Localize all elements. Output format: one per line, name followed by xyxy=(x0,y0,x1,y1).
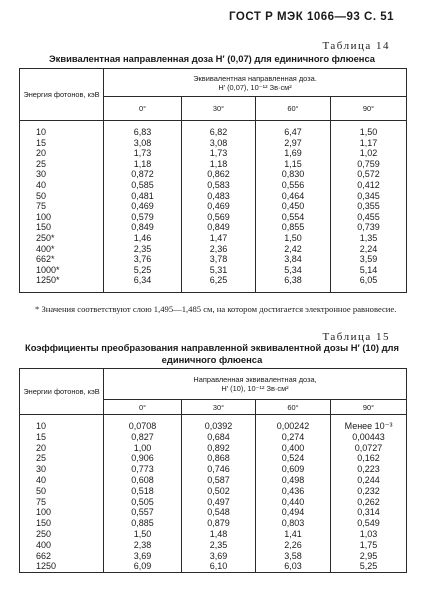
value-cell: 0,0708 xyxy=(104,421,182,432)
table14-energy-header: Энергия фотонов, кэВ xyxy=(20,69,104,121)
value-cell: 0,518 xyxy=(104,486,182,497)
value-cell: 0,524 xyxy=(256,453,331,464)
value-cell: 5,14 xyxy=(331,265,407,276)
table-row xyxy=(20,233,407,244)
spacer-cell xyxy=(182,286,256,293)
value-cell: 0,868 xyxy=(182,453,256,464)
value-cell: 2,35 xyxy=(182,540,256,551)
value-cell: 6,25 xyxy=(182,275,256,286)
value-cell: 3,59 xyxy=(331,254,407,265)
table15-angle-header: 30° xyxy=(182,400,256,415)
value-cell: 0,0727 xyxy=(331,443,407,454)
table15-angle-header: 60° xyxy=(256,400,331,415)
energy-cell: 20 xyxy=(20,443,104,454)
energy-cell: 400* xyxy=(20,244,104,255)
table15-group-header xyxy=(104,369,407,400)
value-cell: 0,579 xyxy=(104,212,182,223)
value-cell: 2,97 xyxy=(256,138,331,149)
value-cell: 2,95 xyxy=(331,551,407,562)
energy-cell: 25 xyxy=(20,453,104,464)
value-cell: 0,830 xyxy=(256,169,331,180)
table-row xyxy=(20,475,407,486)
value-cell: 3,69 xyxy=(182,551,256,562)
value-cell: 2,24 xyxy=(331,244,407,255)
table15-group-header-line2: H′ (10), 10⁻¹² Зв·см² xyxy=(221,384,289,393)
value-cell: 1,02 xyxy=(331,148,407,159)
value-cell: 0,849 xyxy=(104,222,182,233)
value-cell: 3,69 xyxy=(104,551,182,562)
value-cell: 1,46 xyxy=(104,233,182,244)
energy-cell: 25 xyxy=(20,159,104,170)
table-row xyxy=(20,432,407,443)
value-cell: 0,855 xyxy=(256,222,331,233)
table-row xyxy=(20,244,407,255)
value-cell: 0,554 xyxy=(256,212,331,223)
value-cell: 0,436 xyxy=(256,486,331,497)
value-cell: 0,549 xyxy=(331,518,407,529)
value-cell: 0,746 xyxy=(182,464,256,475)
value-cell: Менее 10⁻³ xyxy=(331,421,407,432)
value-cell: 1,41 xyxy=(256,529,331,540)
page-header: ГОСТ Р МЭК 1066—93 С. 51 xyxy=(229,11,394,23)
table14-group-header xyxy=(104,69,407,97)
value-cell: 0,400 xyxy=(256,443,331,454)
table-row xyxy=(20,169,407,180)
table-row xyxy=(20,212,407,223)
table15-group-header-line1: Направленная эквивалентная доза, xyxy=(193,375,317,384)
value-cell: 0,314 xyxy=(331,507,407,518)
value-cell: 0,885 xyxy=(104,518,182,529)
value-cell: 0,827 xyxy=(104,432,182,443)
table14-title: Эквивалентная направленная доза H′ (0,07) для единичного флюенса xyxy=(48,53,376,64)
value-cell: 1,69 xyxy=(256,148,331,159)
value-cell: 0,569 xyxy=(182,212,256,223)
value-cell: 6,34 xyxy=(104,275,182,286)
value-cell: 0,355 xyxy=(331,201,407,212)
value-cell: 0,483 xyxy=(182,191,256,202)
energy-cell: 50 xyxy=(20,191,104,202)
spacer-cell xyxy=(104,286,182,293)
value-cell: 6,38 xyxy=(256,275,331,286)
value-cell: 3,08 xyxy=(182,138,256,149)
value-cell: 1,50 xyxy=(104,529,182,540)
value-cell: 0,587 xyxy=(182,475,256,486)
value-cell: 0,879 xyxy=(182,518,256,529)
table-row xyxy=(20,443,407,454)
energy-cell: 150 xyxy=(20,222,104,233)
value-cell: 2,26 xyxy=(256,540,331,551)
table14-group-header-line2: H′ (0,07), 10⁻¹² Зв·см² xyxy=(218,82,292,92)
value-cell: 0,773 xyxy=(104,464,182,475)
value-cell: 1,18 xyxy=(182,159,256,170)
value-cell: 1,35 xyxy=(331,233,407,244)
table14-angle-header: 90° xyxy=(331,97,407,121)
table-row xyxy=(20,486,407,497)
table14-footnote: * Значения соответствуют слою 1,495—1,485 см, на котором достигается электронное равновесие. xyxy=(35,304,397,314)
table-row xyxy=(20,529,407,540)
value-cell: 0,585 xyxy=(104,180,182,191)
energy-cell: 250 xyxy=(20,529,104,540)
value-cell: 0,557 xyxy=(104,507,182,518)
energy-cell: 15 xyxy=(20,432,104,443)
value-cell: 0,739 xyxy=(331,222,407,233)
value-cell: 0,684 xyxy=(182,432,256,443)
value-cell: 0,583 xyxy=(182,180,256,191)
table-row xyxy=(20,222,407,233)
value-cell: 0,244 xyxy=(331,475,407,486)
value-cell: 0,803 xyxy=(256,518,331,529)
value-cell: 0,274 xyxy=(256,432,331,443)
value-cell: 3,76 xyxy=(104,254,182,265)
value-cell: 1,03 xyxy=(331,529,407,540)
value-cell: 0,892 xyxy=(182,443,256,454)
value-cell: 0,481 xyxy=(104,191,182,202)
value-cell: 6,09 xyxy=(104,561,182,572)
value-cell: 1,47 xyxy=(182,233,256,244)
energy-cell: 15 xyxy=(20,138,104,149)
table14 xyxy=(19,68,407,293)
table15-number: Таблица 15 xyxy=(322,331,390,343)
value-cell: 3,78 xyxy=(182,254,256,265)
energy-cell: 50 xyxy=(20,486,104,497)
energy-cell: 662* xyxy=(20,254,104,265)
value-cell: 0,494 xyxy=(256,507,331,518)
value-cell: 2,36 xyxy=(182,244,256,255)
value-cell: 1,18 xyxy=(104,159,182,170)
energy-cell: 100 xyxy=(20,212,104,223)
value-cell: 0,262 xyxy=(331,497,407,508)
table-row xyxy=(20,201,407,212)
spacer-cell xyxy=(256,286,331,293)
table15 xyxy=(19,368,407,573)
energy-cell: 30 xyxy=(20,169,104,180)
table14-group-header-line1: Эквивалентная направленная доза. xyxy=(193,73,317,83)
table-row xyxy=(20,148,407,159)
table14-number: Таблица 14 xyxy=(322,40,390,52)
value-cell: 2,38 xyxy=(104,540,182,551)
energy-cell: 10 xyxy=(20,421,104,432)
value-cell: 6,83 xyxy=(104,127,182,138)
table-row xyxy=(20,180,407,191)
value-cell: 1,50 xyxy=(256,233,331,244)
value-cell: 1,73 xyxy=(104,148,182,159)
value-cell: 0,00443 xyxy=(331,432,407,443)
value-cell: 3,08 xyxy=(104,138,182,149)
value-cell: 1,00 xyxy=(104,443,182,454)
value-cell: 0,572 xyxy=(331,169,407,180)
value-cell: 6,05 xyxy=(331,275,407,286)
energy-cell: 10 xyxy=(20,127,104,138)
table15-body xyxy=(20,415,407,573)
energy-cell: 662 xyxy=(20,551,104,562)
table14-body xyxy=(20,121,407,293)
table-row xyxy=(20,518,407,529)
value-cell: 0,223 xyxy=(331,464,407,475)
value-cell: 6,82 xyxy=(182,127,256,138)
value-cell: 0,609 xyxy=(256,464,331,475)
value-cell: 0,608 xyxy=(104,475,182,486)
value-cell: 5,25 xyxy=(331,561,407,572)
value-cell: 0,464 xyxy=(256,191,331,202)
value-cell: 0,162 xyxy=(331,453,407,464)
energy-cell: 250* xyxy=(20,233,104,244)
table-row xyxy=(20,453,407,464)
table15-angle-header: 90° xyxy=(331,400,407,415)
table-row xyxy=(20,127,407,138)
table-row xyxy=(20,497,407,508)
value-cell: 1,75 xyxy=(331,540,407,551)
value-cell: 0,906 xyxy=(104,453,182,464)
value-cell: 0,469 xyxy=(104,201,182,212)
value-cell: 0,505 xyxy=(104,497,182,508)
value-cell: 1,15 xyxy=(256,159,331,170)
value-cell: 2,42 xyxy=(256,244,331,255)
value-cell: 5,31 xyxy=(182,265,256,276)
value-cell: 0,556 xyxy=(256,180,331,191)
value-cell: 0,498 xyxy=(256,475,331,486)
spacer-cell xyxy=(331,286,407,293)
value-cell: 0,497 xyxy=(182,497,256,508)
energy-cell: 1000* xyxy=(20,265,104,276)
table-row xyxy=(20,275,407,286)
value-cell: 0,345 xyxy=(331,191,407,202)
energy-cell: 20 xyxy=(20,148,104,159)
value-cell: 1,17 xyxy=(331,138,407,149)
value-cell: 0,759 xyxy=(331,159,407,170)
value-cell: 0,412 xyxy=(331,180,407,191)
value-cell: 1,73 xyxy=(182,148,256,159)
value-cell: 3,58 xyxy=(256,551,331,562)
value-cell: 0,502 xyxy=(182,486,256,497)
table15-energy-header: Энергии фотонов, кэВ xyxy=(20,369,104,415)
table-row xyxy=(20,138,407,149)
energy-cell: 75 xyxy=(20,497,104,508)
table-row xyxy=(20,191,407,202)
table-row xyxy=(20,551,407,562)
value-cell: 0,862 xyxy=(182,169,256,180)
table-row xyxy=(20,507,407,518)
table-row xyxy=(20,265,407,276)
table-row xyxy=(20,159,407,170)
table-row xyxy=(20,464,407,475)
value-cell: 0,469 xyxy=(182,201,256,212)
energy-cell: 1250* xyxy=(20,275,104,286)
table-row xyxy=(20,254,407,265)
value-cell: 0,232 xyxy=(331,486,407,497)
value-cell: 0,450 xyxy=(256,201,331,212)
value-cell: 6,47 xyxy=(256,127,331,138)
energy-cell: 30 xyxy=(20,464,104,475)
value-cell: 5,25 xyxy=(104,265,182,276)
table14-angle-header: 0° xyxy=(104,97,182,121)
table-row xyxy=(20,421,407,432)
value-cell: 1,48 xyxy=(182,529,256,540)
energy-cell: 400 xyxy=(20,540,104,551)
value-cell: 0,00242 xyxy=(256,421,331,432)
table15-title-line1: Коэффициенты преобразования направленной эквивалентной дозы H′ (10) для xyxy=(25,342,399,353)
value-cell: 0,455 xyxy=(331,212,407,223)
energy-cell: 1250 xyxy=(20,561,104,572)
table-row xyxy=(20,561,407,572)
energy-cell: 100 xyxy=(20,507,104,518)
value-cell: 0,872 xyxy=(104,169,182,180)
value-cell: 5,34 xyxy=(256,265,331,276)
table14-angle-header: 30° xyxy=(182,97,256,121)
spacer-row xyxy=(20,286,407,293)
value-cell: 3,84 xyxy=(256,254,331,265)
table15-title-line2: единичного флюенса xyxy=(161,354,263,365)
energy-cell: 150 xyxy=(20,518,104,529)
value-cell: 0,548 xyxy=(182,507,256,518)
value-cell: 0,849 xyxy=(182,222,256,233)
value-cell: 6,03 xyxy=(256,561,331,572)
value-cell: 2,35 xyxy=(104,244,182,255)
table15-angle-header: 0° xyxy=(104,400,182,415)
value-cell: 6,10 xyxy=(182,561,256,572)
energy-cell: 75 xyxy=(20,201,104,212)
table14-angle-header: 60° xyxy=(256,97,331,121)
energy-cell: 40 xyxy=(20,475,104,486)
table-row xyxy=(20,540,407,551)
value-cell: 0,440 xyxy=(256,497,331,508)
spacer-cell xyxy=(20,286,104,293)
value-cell: 0,0392 xyxy=(182,421,256,432)
value-cell: 1,50 xyxy=(331,127,407,138)
energy-cell: 40 xyxy=(20,180,104,191)
